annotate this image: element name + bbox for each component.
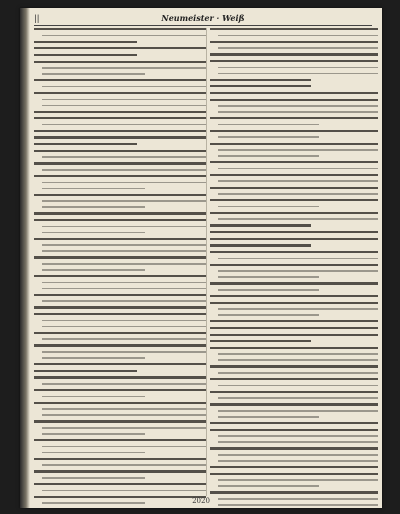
entry-text-line — [34, 344, 206, 346]
entry-text-line — [218, 353, 378, 355]
entry-text-line — [210, 238, 378, 240]
book-gutter — [20, 8, 30, 508]
entry-text-line — [210, 85, 311, 87]
entry-text-line — [218, 314, 319, 316]
entry-text-line — [210, 466, 378, 468]
entry-text-line — [42, 490, 206, 492]
entry-text-line — [42, 105, 206, 107]
entry-text-line — [42, 288, 206, 290]
entry-text-line — [42, 396, 145, 398]
entry-text-line — [218, 218, 378, 220]
entry-text-line — [218, 485, 319, 487]
entry-text-line — [210, 251, 378, 253]
entry-text-line — [42, 408, 206, 410]
entry-text-line — [218, 385, 378, 387]
entry-text-line — [210, 403, 378, 405]
entry-text-line — [34, 130, 206, 132]
entry-text-line — [42, 188, 145, 190]
entry-text-line — [34, 212, 206, 214]
entry-text-line — [42, 124, 206, 126]
entry-text-line — [210, 347, 378, 349]
entry-text-line — [210, 391, 378, 393]
entry-text-line — [218, 372, 378, 374]
entry-text-line — [34, 175, 206, 177]
entry-text-line — [218, 435, 378, 437]
entry-text-line — [34, 275, 206, 277]
entry-text-line — [210, 429, 378, 431]
entry-text-line — [42, 282, 206, 284]
entry-text-line — [42, 232, 145, 234]
entry-text-line — [210, 187, 378, 189]
entry-text-line — [210, 244, 311, 246]
entry-text-line — [210, 199, 378, 201]
entry-text-line — [34, 117, 206, 119]
entry-text-line — [218, 47, 378, 49]
entry-text-line — [42, 427, 206, 429]
entry-text-line — [210, 212, 378, 214]
entry-text-line — [218, 111, 378, 113]
entry-text-line — [218, 73, 378, 75]
entry-text-line — [210, 161, 378, 163]
entry-text-line — [210, 174, 378, 176]
entry-text-line — [210, 378, 378, 380]
entry-text-line — [34, 41, 137, 43]
entry-text-line — [34, 370, 137, 372]
entry-text-line — [42, 182, 206, 184]
entry-text-line — [42, 477, 145, 479]
entry-text-line — [34, 470, 206, 472]
page-footer: 2020 — [192, 497, 210, 505]
entry-text-line — [42, 464, 206, 466]
entry-text-line — [34, 162, 206, 164]
entry-text-line — [34, 420, 206, 422]
entry-text-line — [42, 206, 145, 208]
entry-text-line — [210, 79, 311, 81]
entry-text-line — [210, 447, 378, 449]
entry-text-line — [42, 414, 206, 416]
entry-text-line — [210, 117, 378, 119]
entry-text-line — [218, 136, 319, 138]
page-header — [34, 13, 372, 26]
entry-text-line — [218, 289, 319, 291]
entry-text-line — [34, 194, 206, 196]
entry-text-line — [34, 28, 206, 30]
entry-text-line — [34, 111, 206, 113]
entry-text-line — [210, 99, 378, 101]
entry-text-line — [34, 313, 206, 315]
entry-text-line — [42, 320, 206, 322]
entry-text-line — [210, 334, 378, 336]
entry-text-line — [210, 422, 378, 424]
entry-text-line — [218, 155, 319, 157]
entry-text-line — [210, 264, 378, 266]
entry-text-line — [218, 168, 378, 170]
running-header: Neumeister · Weiß — [161, 13, 245, 23]
entry-text-line — [210, 340, 311, 342]
entry-text-line — [42, 35, 206, 37]
entry-text-line — [34, 92, 206, 94]
entry-text-line — [210, 41, 378, 43]
entry-text-line — [42, 169, 206, 171]
entry-text-line — [210, 320, 378, 322]
entry-text-line — [42, 433, 145, 435]
entry-text-line — [218, 124, 319, 126]
entry-text-line — [210, 282, 378, 284]
entry-text-line — [218, 397, 378, 399]
entry-text-line — [218, 416, 319, 418]
entry-text-line — [218, 460, 378, 462]
entry-text-line — [34, 47, 206, 49]
entry-text-line — [34, 332, 206, 334]
entry-text-line — [218, 479, 378, 481]
entry-text-line — [34, 54, 137, 56]
entry-text-line — [42, 357, 145, 359]
entry-text-line — [42, 326, 206, 328]
entry-text-line — [42, 200, 206, 202]
entry-text-line — [218, 454, 378, 456]
entry-text-line — [34, 376, 206, 378]
entry-text-line — [42, 250, 206, 252]
entry-text-line — [218, 193, 378, 195]
entry-text-line — [218, 410, 378, 412]
page-number-left: || — [34, 14, 40, 23]
entry-text-line — [34, 306, 206, 308]
right-column — [206, 28, 378, 496]
entry-text-line — [34, 136, 206, 138]
entry-text-line — [210, 473, 378, 475]
entry-text-line — [34, 402, 206, 404]
entry-text-line — [210, 295, 378, 297]
directory-page — [20, 8, 382, 508]
entry-text-line — [42, 263, 206, 265]
entry-text-line — [218, 105, 378, 107]
entry-text-line — [218, 206, 319, 208]
entry-text-line — [42, 269, 145, 271]
entry-text-line — [34, 79, 206, 81]
entry-text-line — [42, 73, 145, 75]
entry-text-line — [42, 86, 206, 88]
entry-text-line — [34, 389, 206, 391]
entry-text-line — [42, 67, 206, 69]
entry-text-line — [210, 327, 378, 329]
entry-text-line — [42, 452, 145, 454]
entry-text-line — [210, 60, 378, 62]
entry-text-line — [34, 238, 206, 240]
entry-text-line — [34, 458, 206, 460]
left-column — [34, 28, 206, 496]
entry-text-line — [210, 92, 378, 94]
entry-text-line — [42, 244, 206, 246]
entry-text-line — [34, 439, 206, 441]
entry-text-line — [34, 150, 206, 152]
entry-text-line — [210, 53, 378, 55]
entry-text-line — [210, 365, 378, 367]
entry-text-line — [34, 61, 206, 63]
entry-text-line — [210, 231, 378, 233]
entry-text-line — [42, 226, 206, 228]
entry-text-line — [34, 483, 206, 485]
entry-text-line — [218, 441, 378, 443]
entry-text-line — [210, 143, 378, 145]
entry-text-line — [42, 156, 206, 158]
entry-text-line — [210, 28, 378, 30]
entry-text-line — [218, 149, 378, 151]
entry-text-line — [218, 67, 378, 69]
entry-text-line — [42, 351, 206, 353]
entry-text-line — [34, 256, 206, 258]
entry-text-line — [34, 143, 137, 145]
entry-text-line — [210, 491, 378, 493]
entry-text-line — [218, 308, 378, 310]
entry-text-line — [42, 99, 206, 101]
entry-text-line — [218, 359, 378, 361]
entry-text-line — [218, 270, 378, 272]
entry-text-line — [210, 224, 311, 226]
entry-text-line — [42, 446, 206, 448]
entry-text-line — [34, 219, 206, 221]
entry-text-line — [218, 276, 319, 278]
entry-text-line — [42, 300, 206, 302]
entry-text-line — [34, 294, 206, 296]
entry-text-line — [218, 35, 378, 37]
entry-text-line — [218, 180, 378, 182]
entry-text-line — [42, 338, 206, 340]
entry-text-line — [42, 383, 206, 385]
entry-text-line — [210, 130, 378, 132]
entry-text-line — [34, 363, 206, 365]
entry-text-line — [210, 302, 378, 304]
entry-text-line — [218, 258, 378, 260]
